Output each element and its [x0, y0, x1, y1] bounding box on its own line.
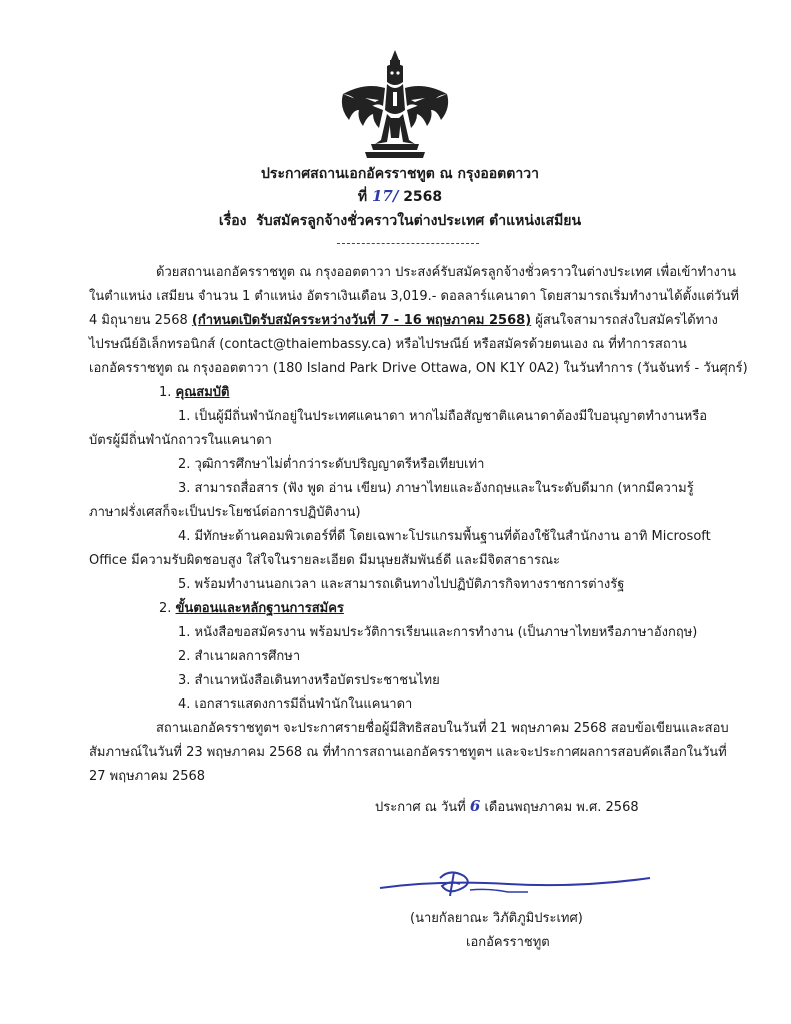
header-divider [337, 243, 479, 244]
handwritten-signature [378, 866, 653, 900]
qualification-item-5: 5. พร้อมทำงานนอกเวลา และสามารถเดินทางไปปฏิบัติภารกิจทางราชการต่างรัฐ [178, 577, 625, 592]
subject-line [150, 210, 650, 232]
documents-title: ขั้นตอนและหลักฐานการสมัคร [175, 601, 344, 616]
start-date: 4 มิถุนายน 2568 [89, 313, 188, 328]
number-year: 2568 [403, 189, 443, 205]
intro-line-2: ในตำแหน่ง เสมียน จำนวน 1 ตำแหน่ง อัตราเงินเดือน 3,019.- ดอลลาร์แคนาดา โดยสามารถเริ่มทำงานได้ตั้งแต่วันที่ [89, 289, 739, 304]
qualification-item-3-cont: ภาษาฝรั่งเศสก็จะเป็นประโยชน์ต่อการปฏิบัติงาน) [89, 505, 361, 520]
intro-line-3 [89, 312, 718, 330]
qualifications-heading [159, 384, 230, 402]
handwritten-number: 17/ [371, 187, 399, 205]
subject-text: รับสมัครลูกจ้างชั่วคราวในต่างประเทศ ตำแหน่งเสมียน [256, 213, 582, 229]
qualifications-title: คุณสมบัติ [175, 385, 230, 400]
date-prefix: ประกาศ ณ วันที่ [375, 800, 466, 815]
document-item-3: 3. สำเนาหนังสือเดินทางหรือบัตรประชาชนไทย [178, 673, 440, 688]
number-prefix: ที่ [357, 189, 368, 205]
announcement-date [375, 797, 639, 817]
qualification-item-1: 1. เป็นผู้มีถิ่นพำนักอยู่ในประเทศแคนาดา หากไม่ถือสัญชาติแคนาดาต้องมีใบอนุญาตทำงานหรือ [178, 409, 708, 424]
documents-number: 2. [159, 601, 172, 616]
closing-line-1: สถานเอกอัครราชทูตฯ จะประกาศรายชื่อผู้มีสิทธิสอบในวันที่ 21 พฤษภาคม 2568 สอบข้อเขียนและสอบ [156, 721, 729, 736]
subject-label: เรื่อง [218, 213, 247, 229]
document-item-4: 4. เอกสารแสดงการมีถิ่นพำนักในแคนาดา [178, 697, 413, 712]
document-item-1: 1. หนังสือขอสมัครงาน พร้อมประวัติการเรียนและการทำงาน (เป็นภาษาไทยหรือภาษาอังกฤษ) [178, 625, 698, 640]
qualification-item-4: 4. มีทักษะด้านคอมพิวเตอร์ที่ดี โดยเฉพาะโปรแกรมพื้นฐานที่ต้องใช้ในสำนักงาน อาทิ Microsoft [178, 529, 711, 544]
qualification-item-2: 2. วุฒิการศึกษาไม่ต่ำกว่าระดับปริญญาตรีหรือเทียบเท่า [178, 457, 485, 472]
intro-line-3-end: ผู้สนใจสามารถส่งใบสมัครได้ทาง [535, 313, 718, 328]
qualification-item-4-cont: Office มีความรับผิดชอบสูง ใส่ใจในรายละเอียด มีมนุษยสัมพันธ์ดี และมีจิตสาธารณะ [89, 553, 561, 568]
application-period: (กำหนดเปิดรับสมัครระหว่างวันที่ 7 - 16 พฤษภาคม 2568) [191, 313, 532, 328]
intro-line-5: เอกอัครราชทูต ณ กรุงออตตาวา (180 Island Park Drive Ottawa, ON K1Y 0A2) ในวันทำการ (วันจันทร์ - วันศุกร์) [89, 361, 748, 376]
closing-line-3: 27 พฤษภาคม 2568 [89, 769, 206, 784]
announcement-title: ประกาศสถานเอกอัครราชทูต ณ กรุงออตตาวา [261, 166, 539, 182]
intro-line-1: ด้วยสถานเอกอัครราชทูต ณ กรุงออตตาวา ประสงค์รับสมัครลูกจ้างชั่วคราวในต่างประเทศ เพื่อเข้าทำงาน [156, 265, 737, 280]
qualification-item-1-cont: บัตรผู้มีถิ่นพำนักถาวรในแคนาดา [89, 433, 272, 448]
qualification-item-3: 3. สามารถสื่อสาร (ฟัง พูด อ่าน เขียน) ภาษาไทยและอังกฤษและในระดับดีมาก (หากมีความรู้ [178, 481, 694, 496]
ambassador-title: เอกอัครราชทูต [466, 935, 550, 950]
intro-line-4: ไปรษณีย์อิเล็กทรอนิกส์ (contact@thaiembassy.ca) หรือไปรษณีย์ หรือสมัครด้วยตนเอง ณ ที่ทำการสถาน [89, 337, 687, 352]
documents-heading [159, 600, 344, 618]
garuda-emblem-icon [335, 48, 455, 160]
qualifications-number: 1. [159, 385, 172, 400]
handwritten-day: 6 [469, 797, 481, 815]
closing-line-2: สัมภาษณ์ในวันที่ 23 พฤษภาคม 2568 ณ ที่ทำการสถานเอกอัครราชทูตฯ และจะประกาศผลการสอบคัดเลือกในวันที่ [89, 745, 727, 760]
ambassador-name: (นายกัลยาณะ วิภัติภูมิประเทศ) [410, 911, 583, 926]
date-suffix: เดือนพฤษภาคม พ.ศ. 2568 [484, 800, 639, 815]
document-number [150, 186, 650, 208]
document-item-2: 2. สำเนาผลการศึกษา [178, 649, 301, 664]
